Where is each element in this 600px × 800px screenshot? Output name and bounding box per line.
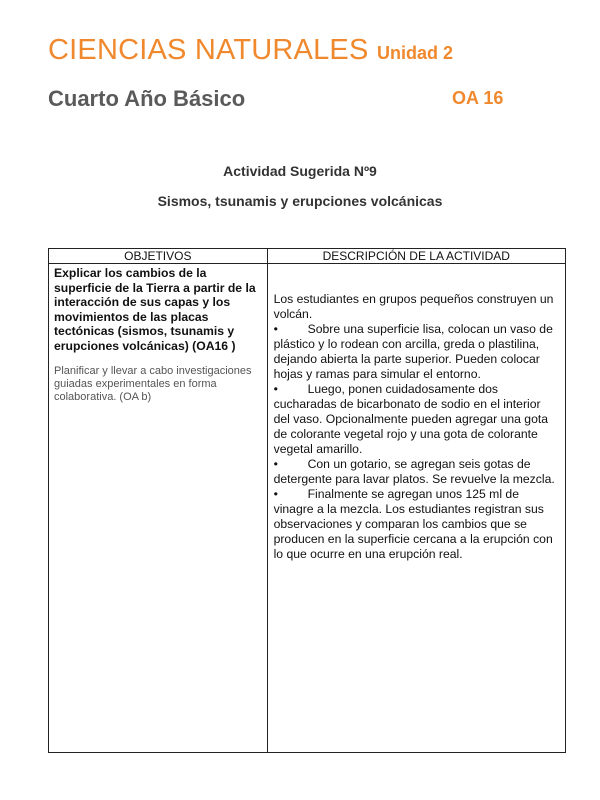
step-text: Sobre una superficie lisa, colocan un vaso de plástico y lo rodean con arcilla, greda o plastilina, dejando abierta la parte superior. Pueden colocar hojas y ramas para simular el entorno. [273,322,553,381]
description-step [274,487,560,562]
page-title [48,34,453,67]
table-header-row [49,249,566,264]
grade-subtitle: Cuarto Año Básico [48,86,246,111]
activity-title: Sismos, tsunamis y erupciones volcánicas [157,193,443,209]
activity-number: Actividad Sugerida Nº9 [223,163,377,179]
objective-secondary-text: Planificar y llevar a cabo investigaciones guiadas experimentales en forma colaborativa. (OA b) [54,365,252,403]
description-header: DESCRIPCIÓN DE LA ACTIVIDAD [267,249,565,264]
description-step [274,382,560,457]
description-intro: Los estudiantes en grupos pequeños construyen un volcán. [273,292,554,321]
description-cell [267,264,565,753]
bullet-icon: • [273,487,278,501]
objective-main-text: Explicar los cambios de la superficie de la Tierra a partir de la interacción de sus capas y los movimientos de las placas tectónicas (sismos, tsunamis y erupciones volcánicas) (OA16 ) [54,266,256,353]
oa-code: OA 16 [452,88,504,108]
objectives-header: OBJETIVOS [49,249,268,264]
step-text: Con un gotario, se agregan seis gotas de detergente para lavar platos. Se revuelve la mezcla. [273,457,555,486]
objectives-cell [49,264,268,753]
subject-title: CIENCIAS NATURALES [48,34,369,66]
description-step [274,457,560,487]
activity-table [48,248,566,753]
unit-label: Unidad 2 [376,43,453,63]
bullet-icon: • [273,322,278,336]
step-text: Finalmente se agregan unos 125 ml de vinagre a la mezcla. Los estudiantes registran sus observaciones y comparan los cambios que se producen en la superficie cercana a la erupción con lo que ocurre en una erupción real. [273,487,553,561]
table-row [49,264,566,753]
bullet-icon: • [273,382,278,396]
step-text: Luego, ponen cuidadosamente dos cucharadas de bicarbonato de sodio en el interior del vaso. Opcionalmente pueden agregar una gota de colorante vegetal rojo y una gota de colorante vegetal amarillo. [273,382,549,456]
bullet-icon: • [273,457,278,471]
description-step [274,322,560,382]
